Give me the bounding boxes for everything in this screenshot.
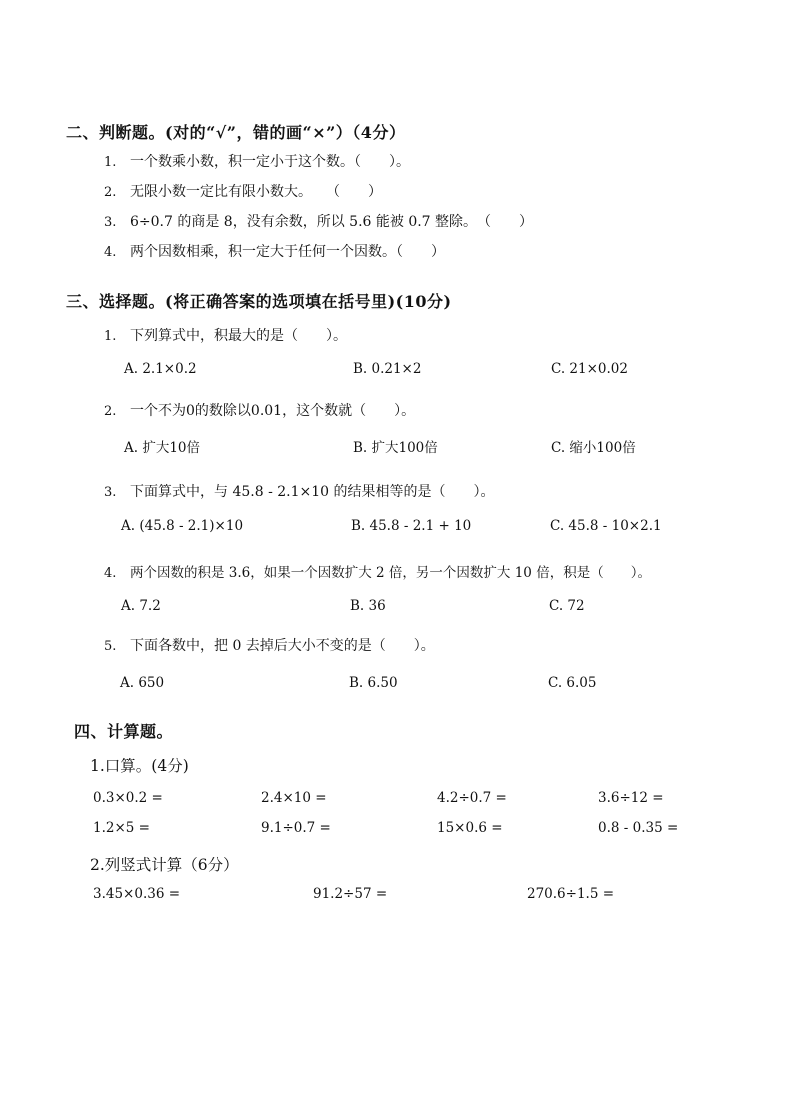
item-number: 2.	[104, 185, 117, 200]
question-text: 下列算式中，积最大的是（ ）。	[130, 328, 347, 344]
vertical-problem: 270.6÷1.5 =	[527, 886, 615, 902]
choice-4-option-c: C. 72	[549, 598, 585, 614]
choice-4-option-b: B. 36	[350, 598, 386, 614]
item-text: 6÷0.7 的商是 8，没有余数，所以 5.6 能被 0.7 整除。 （ ）	[130, 214, 534, 230]
item-number: 3.	[104, 215, 117, 230]
choice-1-option-c: C. 21×0.02	[551, 361, 628, 377]
oral-problem: 15×0.6 =	[437, 820, 503, 836]
choice-question-1	[104, 325, 347, 345]
item-number: 5.	[104, 639, 117, 654]
oral-problem: 2.4×10 =	[261, 790, 327, 806]
judge-item-1	[104, 151, 410, 171]
item-text: 两个因数相乘，积一定大于任何一个因数。（ ）	[130, 244, 445, 260]
question-text: 下面各数中，把 0 去掉后大小不变的是（ ）。	[130, 638, 435, 654]
choice-question-5	[104, 635, 435, 655]
choice-3-option-c: C. 45.8 - 10×2.1	[550, 518, 662, 534]
choice-2-option-a: A. 扩大10倍	[124, 440, 201, 456]
calc-heading: 四、计算题。	[74, 722, 174, 741]
vertical-problem: 91.2÷57 =	[313, 886, 388, 902]
oral-problem: 4.2÷0.7 =	[437, 790, 507, 806]
choice-5-option-c: C. 6.05	[548, 675, 597, 691]
question-text: 两个因数的积是 3.6，如果一个因数扩大 2 倍，另一个因数扩大 10 倍，积是（ ）。	[130, 565, 651, 581]
choice-3-option-b: B. 45.8 - 2.1 + 10	[351, 518, 472, 534]
choice-5-option-b: B. 6.50	[349, 675, 398, 691]
choice-5-option-a: A. 650	[120, 675, 165, 691]
vertical-problem: 3.45×0.36 =	[93, 886, 181, 902]
judge-item-4	[104, 241, 445, 261]
item-number: 4.	[104, 245, 117, 260]
item-number: 1.	[104, 155, 117, 170]
question-text: 下面算式中，与 45.8 - 2.1×10 的结果相等的是（ ）。	[130, 484, 495, 500]
judge-heading: 二、判断题。(对的“√”，错的画“×”）（4分）	[66, 123, 406, 142]
vertical-calc-title: 2.列竖式计算（6分）	[90, 856, 239, 874]
choice-1-option-a: A. 2.1×0.2	[124, 361, 197, 377]
item-number: 4.	[104, 566, 117, 581]
oral-problem: 9.1÷0.7 =	[261, 820, 331, 836]
oral-calc-title: 1.口算。(4分)	[90, 757, 189, 775]
item-text: 一个数乘小数，积一定小于这个数。（ ）。	[130, 154, 410, 170]
item-number: 1.	[104, 329, 117, 344]
oral-problem: 3.6÷12 =	[598, 790, 664, 806]
choice-question-3	[104, 481, 495, 501]
judge-item-3	[104, 211, 533, 231]
choice-4-option-a: A. 7.2	[121, 598, 161, 614]
choice-question-2	[104, 400, 415, 420]
question-text: 一个不为0的数除以0.01，这个数就（ ）。	[130, 403, 416, 419]
oral-problem: 1.2×5 =	[93, 820, 150, 836]
choice-2-option-b: B. 扩大100倍	[353, 440, 438, 456]
choice-2-option-c: C. 缩小100倍	[551, 440, 636, 456]
choice-question-4	[104, 561, 651, 581]
choice-1-option-b: B. 0.21×2	[353, 361, 422, 377]
choice-heading: 三、选择题。(将正确答案的选项填在括号里)(10分)	[66, 292, 452, 311]
choice-3-option-a: A. (45.8 - 2.1)×10	[121, 518, 244, 534]
oral-problem: 0.8 - 0.35 =	[598, 820, 679, 836]
item-number: 3.	[104, 485, 117, 500]
judge-item-2	[104, 181, 382, 201]
oral-problem: 0.3×0.2 =	[93, 790, 163, 806]
item-text: 无限小数一定比有限小数大。 （ ）	[130, 184, 382, 200]
item-number: 2.	[104, 404, 117, 419]
